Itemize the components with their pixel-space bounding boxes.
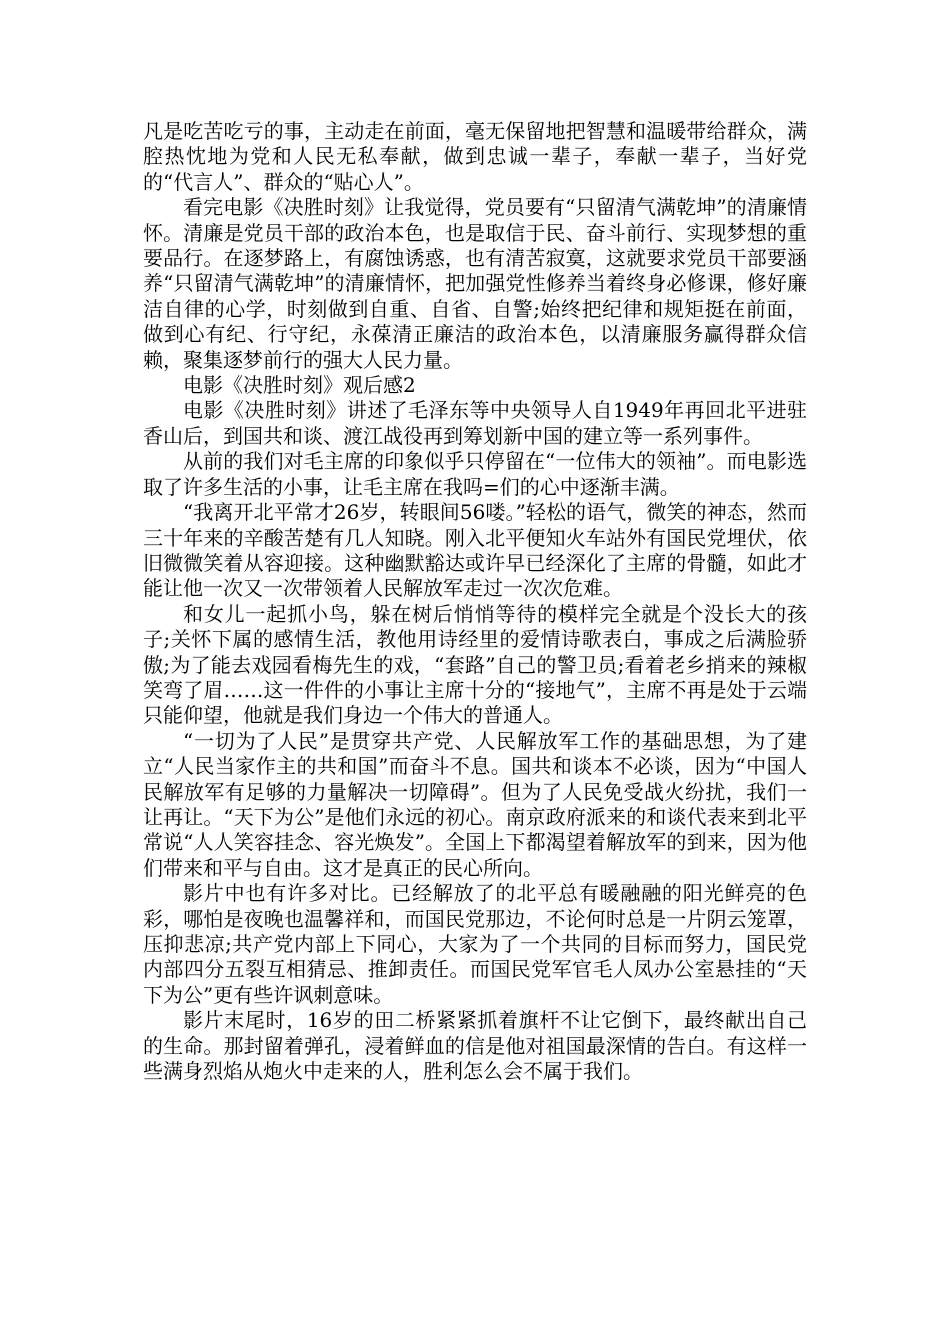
paragraph: 电影《决胜时刻》讲述了毛泽东等中央领导人自1949年再回北平进驻香山后，到国共和谈、渡江战役再到筹划新中国的建立等一系列事件。: [143, 398, 807, 448]
paragraph: 从前的我们对毛主席的印象似乎只停留在“一位伟大的领袖”。而电影选取了许多生活的小事，让毛主席在我吗=们的心中逐渐丰满。: [143, 449, 807, 499]
paragraph-continued: 凡是吃苦吃亏的事，主动走在前面，毫无保留地把智慧和温暖带给群众，满腔热忱地为党和人民无私奉献，做到忠诚一辈子，奉献一辈子，当好党的“代言人”、群众的“贴心人”。: [143, 119, 807, 194]
section-heading: 电影《决胜时刻》观后感2: [183, 373, 416, 398]
document-body: [143, 119, 807, 1084]
paragraph: “一切为了人民”是贯穿共产党、人民解放军工作的基础思想，为了建立“人民当家作主的共和国”而奋斗不息。国共和谈本不必谈，因为“中国人民解放军有足够的力量解决一切障碍”。但为了人民免受战火纷扰，我们一让再让。“天下为公”是他们永远的初心。南京政府派来的和谈代表来到北平常说“人人笑容挂念、容光焕发”。全国上下都渴望着解放军的到来，因为他们带来和平与自由。这才是真正的民心所向。: [143, 728, 807, 880]
paragraph: 看完电影《决胜时刻》让我觉得，党员要有“只留清气满乾坤”的清廉情怀。清廉是党员干部的政治本色，也是取信于民、奋斗前行、实现梦想的重要品行。在逐梦路上，有腐蚀诱惑，也有清苦寂寞，这就要求党员干部要涵养“只留清气满乾坤”的清廉情怀，把加强党性修养当着终身必修课，修好廉洁自律的心学，时刻做到自重、自省、自警;始终把纪律和规矩挺在前面，做到心有纪、行守纪，永葆清正廉洁的政治本色，以清廉服务赢得群众信赖，聚集逐梦前行的强大人民力量。: [143, 195, 807, 372]
paragraph: 影片中也有许多对比。已经解放了的北平总有暖融融的阳光鲜亮的色彩，哪怕是夜晚也温馨祥和，而国民党那边，不论何时总是一片阴云笼罩，压抑悲凉;共产党内部上下同心，大家为了一个共同的目标而努力，国民党内部四分五裂互相猜忌、推卸责任。而国民党军官毛人凤办公室悬挂的“天下为公”更有些许讽刺意味。: [143, 881, 807, 1007]
paragraph: 影片末尾时，16岁的田二桥紧紧抓着旗杆不让它倒下，最终献出自己的生命。那封留着弹孔，浸着鲜血的信是他对祖国最深情的告白。有这样一些满身烈焰从炮火中走来的人，胜利怎么会不属于我们。: [143, 1008, 807, 1084]
paragraph: 和女儿一起抓小鸟，躲在树后悄悄等待的模样完全就是个没长大的孩子;关怀下属的感情生活，教他用诗经里的爱情诗歌表白，事成之后满脸骄傲;为了能去戏园看梅先生的戏，“套路”自己的警卫员;看着老乡捎来的辣椒笑弯了眉……这一件件的小事让主席十分的“接地气”，主席不再是处于云端只能仰望，他就是我们身边一个伟大的普通人。: [143, 601, 807, 728]
paragraph: “我离开北平常才26岁，转眼间56喽。”轻松的语气，微笑的神态，然而三十年来的辛酸苦楚有几人知晓。刚入北平便知火车站外有国民党埋伏，依旧微微笑着从容迎接。这种幽默豁达或许早已经深化了主席的骨髓，如此才能让他一次又一次带领着人民解放军走过一次次危难。: [143, 500, 807, 601]
